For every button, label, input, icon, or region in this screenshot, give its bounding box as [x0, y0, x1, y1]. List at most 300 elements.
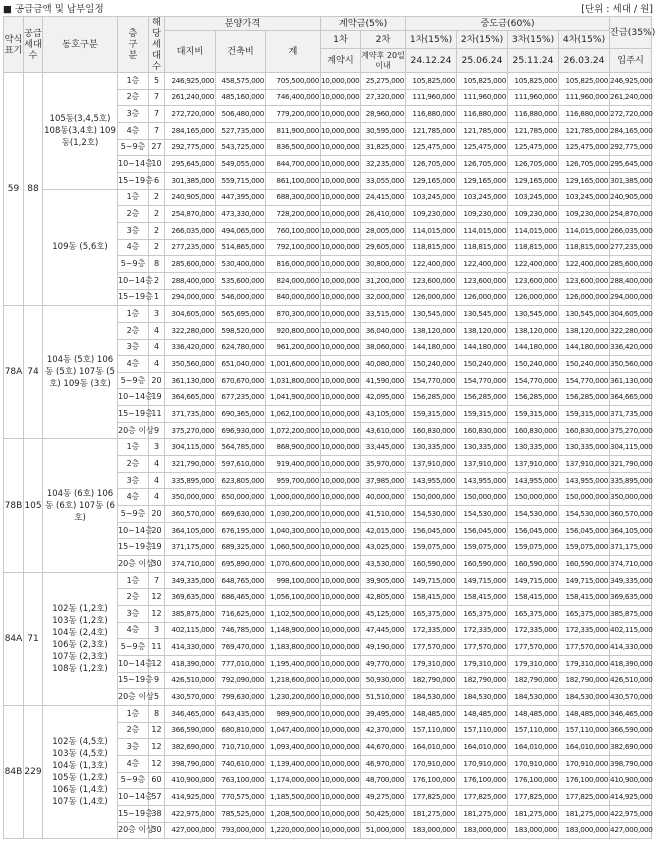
contract-1-cell: 10,000,000 [321, 472, 361, 489]
middle-4-cell: 181,275,000 [559, 805, 610, 822]
contract-1-cell: 10,000,000 [321, 456, 361, 473]
middle-3-cell: 164,010,000 [508, 739, 559, 756]
supply-cell: 74 [24, 306, 43, 439]
total-price-cell: 1,030,200,000 [266, 506, 321, 523]
build-price-cell: 559,715,000 [216, 172, 266, 189]
build-price-cell: 530,400,000 [216, 256, 266, 273]
contract-1-cell: 10,000,000 [321, 556, 361, 573]
type-cell: 78A [4, 306, 24, 439]
units-cell: 20 [149, 372, 165, 389]
contract-1-cell: 10,000,000 [321, 73, 361, 90]
floor-cell: 20층 이상 [118, 689, 149, 706]
land-price-cell: 277,235,000 [165, 239, 216, 256]
total-price-cell: 840,000,000 [266, 289, 321, 306]
contract-2-cell: 40,080,000 [361, 356, 406, 373]
units-cell: 60 [149, 772, 165, 789]
top-bar [0, 0, 657, 16]
type-cell: 59 [4, 73, 24, 306]
units-cell: 3 [149, 622, 165, 639]
middle-2-cell: 160,590,000 [457, 556, 508, 573]
balance-cell: 371,175,000 [610, 539, 652, 556]
middle-4-cell: 126,000,000 [559, 289, 610, 306]
land-price-cell: 375,270,000 [165, 422, 216, 439]
middle-2-cell: 103,245,000 [457, 189, 508, 206]
land-price-cell: 349,335,000 [165, 572, 216, 589]
land-price-cell: 272,720,000 [165, 106, 216, 123]
middle-3-cell: 172,335,000 [508, 622, 559, 639]
balance-cell: 402,115,000 [610, 622, 652, 639]
land-price-cell: 292,775,000 [165, 139, 216, 156]
middle-3-cell: 150,000,000 [508, 489, 559, 506]
contract-2-cell: 37,985,000 [361, 472, 406, 489]
middle-3-cell: 111,960,000 [508, 89, 559, 106]
middle-2-cell: 138,120,000 [457, 322, 508, 339]
middle-2-cell: 165,375,000 [457, 606, 508, 623]
middle-4-cell: 121,785,000 [559, 122, 610, 139]
contract-2-cell: 39,495,000 [361, 705, 406, 722]
contract-2-cell: 42,370,000 [361, 722, 406, 739]
contract-2-cell: 32,000,000 [361, 289, 406, 306]
middle-3-cell: 159,315,000 [508, 406, 559, 423]
middle-1-cell: 165,375,000 [406, 606, 457, 623]
middle-3-cell: 148,485,000 [508, 705, 559, 722]
units-cell: 7 [149, 572, 165, 589]
build-price-cell: 597,610,000 [216, 456, 266, 473]
build-price-cell: 710,710,000 [216, 739, 266, 756]
balance-cell: 350,000,000 [610, 489, 652, 506]
units-cell: 12 [149, 739, 165, 756]
balance-cell: 292,775,000 [610, 139, 652, 156]
balance-cell: 335,895,000 [610, 472, 652, 489]
contract-2-cell: 46,970,000 [361, 755, 406, 772]
middle-1-cell: 118,815,000 [406, 239, 457, 256]
total-price-cell: 1,041,900,000 [266, 389, 321, 406]
middle-1-cell: 121,785,000 [406, 122, 457, 139]
middle-1-cell: 160,590,000 [406, 556, 457, 573]
middle-1-cell: 114,015,000 [406, 222, 457, 239]
build-price-cell: 793,000,000 [216, 822, 266, 839]
build-price-cell: 689,325,000 [216, 539, 266, 556]
middle-3-cell: 170,910,000 [508, 755, 559, 772]
middle-1-cell: 122,400,000 [406, 256, 457, 273]
middle-1-cell: 159,075,000 [406, 539, 457, 556]
total-price-cell: 779,200,000 [266, 106, 321, 123]
build-price-cell: 746,785,000 [216, 622, 266, 639]
land-price-cell: 371,175,000 [165, 539, 216, 556]
floor-cell: 5~9층 [118, 372, 149, 389]
middle-2-cell: 149,715,000 [457, 572, 508, 589]
middle-1-cell: 149,715,000 [406, 572, 457, 589]
contract-2-cell: 28,960,000 [361, 106, 406, 123]
land-price-cell: 266,035,000 [165, 222, 216, 239]
total-price-cell: 705,500,000 [266, 73, 321, 90]
contract-1-cell: 10,000,000 [321, 306, 361, 323]
balance-cell: 414,925,000 [610, 789, 652, 806]
total-price-cell: 868,900,000 [266, 439, 321, 456]
header-c2-when: 계약후 20일 이내 [361, 49, 406, 73]
middle-3-cell: 130,335,000 [508, 439, 559, 456]
balance-cell: 361,130,000 [610, 372, 652, 389]
build-price-cell: 670,670,000 [216, 372, 266, 389]
balance-cell: 410,900,000 [610, 772, 652, 789]
middle-4-cell: 114,015,000 [559, 222, 610, 239]
units-cell: 4 [149, 339, 165, 356]
middle-1-cell: 157,110,000 [406, 722, 457, 739]
middle-4-cell: 130,545,000 [559, 306, 610, 323]
contract-1-cell: 10,000,000 [321, 406, 361, 423]
contract-1-cell: 10,000,000 [321, 172, 361, 189]
middle-4-cell: 137,910,000 [559, 456, 610, 473]
land-price-cell: 385,875,000 [165, 606, 216, 623]
build-price-cell: 696,930,000 [216, 422, 266, 439]
middle-1-cell: 116,880,000 [406, 106, 457, 123]
build-price-cell: 792,090,000 [216, 672, 266, 689]
building-cell: 104동 (5호) 106동 (5호) 107동 (5호) 109동 (3호) [43, 306, 118, 439]
header-units: 해당세대수 [149, 17, 165, 73]
middle-1-cell: 144,180,000 [406, 339, 457, 356]
middle-1-cell: 164,010,000 [406, 739, 457, 756]
build-price-cell: 777,010,000 [216, 655, 266, 672]
middle-3-cell: 137,910,000 [508, 456, 559, 473]
floor-cell: 10~14층 [118, 522, 149, 539]
building-cell: 102동 (4,5호) 103동 (4,5호) 104동 (1,3호) 105동 (1,2호) 106동 (1,4호) 107동 (1,4호) [43, 705, 118, 838]
header-balance: 잔금(35%) [610, 17, 652, 49]
land-price-cell: 346,465,000 [165, 705, 216, 722]
middle-1-cell: 143,955,000 [406, 472, 457, 489]
middle-2-cell: 179,310,000 [457, 655, 508, 672]
middle-3-cell: 182,790,000 [508, 672, 559, 689]
balance-cell: 430,570,000 [610, 689, 652, 706]
land-price-cell: 350,000,000 [165, 489, 216, 506]
middle-3-cell: 159,075,000 [508, 539, 559, 556]
contract-2-cell: 42,805,000 [361, 589, 406, 606]
middle-4-cell: 172,335,000 [559, 622, 610, 639]
build-price-cell: 716,625,000 [216, 606, 266, 623]
contract-1-cell: 10,000,000 [321, 422, 361, 439]
contract-2-cell: 27,320,000 [361, 89, 406, 106]
units-cell: 2 [149, 189, 165, 206]
land-price-cell: 366,590,000 [165, 722, 216, 739]
build-price-cell: 799,630,000 [216, 689, 266, 706]
land-price-cell: 422,975,000 [165, 805, 216, 822]
header-m1-date: 24.12.24 [406, 49, 457, 73]
contract-1-cell: 10,000,000 [321, 222, 361, 239]
units-cell: 7 [149, 122, 165, 139]
middle-1-cell: 183,000,000 [406, 822, 457, 839]
contract-1-cell: 10,000,000 [321, 805, 361, 822]
middle-2-cell: 118,815,000 [457, 239, 508, 256]
floor-cell: 5~9층 [118, 139, 149, 156]
units-cell: 2 [149, 272, 165, 289]
units-cell: 30 [149, 822, 165, 839]
middle-4-cell: 138,120,000 [559, 322, 610, 339]
middle-1-cell: 159,315,000 [406, 406, 457, 423]
header-m2: 2차(15%) [457, 31, 508, 49]
middle-3-cell: 125,475,000 [508, 139, 559, 156]
floor-cell: 15~19층 [118, 672, 149, 689]
floor-cell: 1층 [118, 572, 149, 589]
floor-cell: 4층 [118, 122, 149, 139]
units-cell: 4 [149, 456, 165, 473]
units-cell: 12 [149, 722, 165, 739]
land-price-cell: 430,570,000 [165, 689, 216, 706]
contract-1-cell: 10,000,000 [321, 156, 361, 173]
floor-cell: 4층 [118, 755, 149, 772]
middle-2-cell: 116,880,000 [457, 106, 508, 123]
contract-2-cell: 43,610,000 [361, 422, 406, 439]
contract-2-cell: 36,040,000 [361, 322, 406, 339]
middle-2-cell: 114,015,000 [457, 222, 508, 239]
header-floor: 층구분 [118, 17, 149, 73]
middle-3-cell: 157,110,000 [508, 722, 559, 739]
middle-1-cell: 126,705,000 [406, 156, 457, 173]
units-cell: 3 [149, 306, 165, 323]
build-price-cell: 447,395,000 [216, 189, 266, 206]
contract-2-cell: 33,055,000 [361, 172, 406, 189]
balance-cell: 246,925,000 [610, 73, 652, 90]
floor-cell: 3층 [118, 222, 149, 239]
total-price-cell: 1,183,800,000 [266, 639, 321, 656]
units-cell: 11 [149, 406, 165, 423]
total-price-cell: 688,300,000 [266, 189, 321, 206]
units-cell: 5 [149, 689, 165, 706]
floor-cell: 20층 이상 [118, 822, 149, 839]
contract-2-cell: 49,190,000 [361, 639, 406, 656]
contract-1-cell: 10,000,000 [321, 122, 361, 139]
middle-2-cell: 129,165,000 [457, 172, 508, 189]
units-cell: 5 [149, 73, 165, 90]
middle-2-cell: 159,315,000 [457, 406, 508, 423]
middle-3-cell: 114,015,000 [508, 222, 559, 239]
middle-3-cell: 149,715,000 [508, 572, 559, 589]
middle-3-cell: 156,045,000 [508, 522, 559, 539]
table-row [4, 306, 652, 323]
floor-cell: 15~19층 [118, 406, 149, 423]
build-price-cell: 506,480,000 [216, 106, 266, 123]
table-row [4, 705, 652, 722]
middle-1-cell: 148,485,000 [406, 705, 457, 722]
units-cell: 4 [149, 322, 165, 339]
contract-1-cell: 10,000,000 [321, 106, 361, 123]
contract-2-cell: 35,970,000 [361, 456, 406, 473]
middle-3-cell: 165,375,000 [508, 606, 559, 623]
supply-cell: 88 [24, 73, 43, 306]
build-price-cell: 740,610,000 [216, 755, 266, 772]
contract-2-cell: 44,670,000 [361, 739, 406, 756]
contract-2-cell: 43,105,000 [361, 406, 406, 423]
middle-2-cell: 182,790,000 [457, 672, 508, 689]
middle-4-cell: 154,770,000 [559, 372, 610, 389]
total-price-cell: 811,900,000 [266, 122, 321, 139]
contract-1-cell: 10,000,000 [321, 539, 361, 556]
total-price-cell: 1,220,000,000 [266, 822, 321, 839]
middle-3-cell: 123,600,000 [508, 272, 559, 289]
contract-1-cell: 10,000,000 [321, 572, 361, 589]
middle-1-cell: 150,240,000 [406, 356, 457, 373]
balance-cell: 301,385,000 [610, 172, 652, 189]
build-price-cell: 643,435,000 [216, 705, 266, 722]
land-price-cell: 321,790,000 [165, 456, 216, 473]
middle-1-cell: 126,000,000 [406, 289, 457, 306]
middle-4-cell: 103,245,000 [559, 189, 610, 206]
balance-cell: 414,330,000 [610, 639, 652, 656]
balance-cell: 261,240,000 [610, 89, 652, 106]
contract-1-cell: 10,000,000 [321, 722, 361, 739]
middle-1-cell: 177,825,000 [406, 789, 457, 806]
units-cell: 19 [149, 539, 165, 556]
header-type: 약식표기 [4, 17, 24, 73]
contract-2-cell: 42,095,000 [361, 389, 406, 406]
middle-1-cell: 156,045,000 [406, 522, 457, 539]
middle-2-cell: 184,530,000 [457, 689, 508, 706]
middle-2-cell: 126,705,000 [457, 156, 508, 173]
contract-1-cell: 10,000,000 [321, 189, 361, 206]
floor-cell: 5~9층 [118, 256, 149, 273]
units-cell: 2 [149, 239, 165, 256]
units-cell: 4 [149, 356, 165, 373]
contract-2-cell: 50,425,000 [361, 805, 406, 822]
floor-cell: 1층 [118, 189, 149, 206]
land-price-cell: 410,900,000 [165, 772, 216, 789]
balance-cell: 350,560,000 [610, 356, 652, 373]
total-price-cell: 919,400,000 [266, 456, 321, 473]
header-balance-when: 입주시 [610, 49, 652, 73]
contract-1-cell: 10,000,000 [321, 356, 361, 373]
middle-4-cell: 111,960,000 [559, 89, 610, 106]
middle-1-cell: 105,825,000 [406, 73, 457, 90]
total-price-cell: 959,700,000 [266, 472, 321, 489]
middle-1-cell: 182,790,000 [406, 672, 457, 689]
build-price-cell: 624,780,000 [216, 339, 266, 356]
table-row [4, 73, 652, 90]
header-total: 계 [266, 31, 321, 73]
units-cell: 12 [149, 606, 165, 623]
middle-3-cell: 143,955,000 [508, 472, 559, 489]
floor-cell: 3층 [118, 739, 149, 756]
total-price-cell: 792,100,000 [266, 239, 321, 256]
build-price-cell: 623,805,000 [216, 472, 266, 489]
land-price-cell: 364,105,000 [165, 522, 216, 539]
middle-2-cell: 126,000,000 [457, 289, 508, 306]
build-price-cell: 676,195,000 [216, 522, 266, 539]
middle-3-cell: 176,100,000 [508, 772, 559, 789]
supply-cell: 71 [24, 572, 43, 705]
middle-3-cell: 129,165,000 [508, 172, 559, 189]
contract-1-cell: 10,000,000 [321, 672, 361, 689]
land-price-cell: 288,400,000 [165, 272, 216, 289]
floor-cell: 10~14층 [118, 156, 149, 173]
total-price-cell: 824,000,000 [266, 272, 321, 289]
total-price-cell: 961,200,000 [266, 339, 321, 356]
balance-cell: 254,870,000 [610, 206, 652, 223]
floor-cell: 1층 [118, 705, 149, 722]
balance-cell: 288,400,000 [610, 272, 652, 289]
units-cell: 9 [149, 422, 165, 439]
land-price-cell: 301,385,000 [165, 172, 216, 189]
floor-cell: 10~14층 [118, 272, 149, 289]
header-middle: 중도금(60%) [406, 17, 610, 31]
middle-1-cell: 170,910,000 [406, 755, 457, 772]
middle-4-cell: 154,530,000 [559, 506, 610, 523]
total-price-cell: 1,139,400,000 [266, 755, 321, 772]
supply-cell: 229 [24, 705, 43, 838]
balance-cell: 272,720,000 [610, 106, 652, 123]
floor-cell: 3층 [118, 106, 149, 123]
middle-2-cell: 172,335,000 [457, 622, 508, 639]
build-price-cell: 770,575,000 [216, 789, 266, 806]
build-price-cell: 677,235,000 [216, 389, 266, 406]
contract-2-cell: 47,445,000 [361, 622, 406, 639]
units-cell: 7 [149, 89, 165, 106]
floor-cell: 1층 [118, 439, 149, 456]
total-price-cell: 1,102,500,000 [266, 606, 321, 623]
middle-1-cell: 103,245,000 [406, 189, 457, 206]
middle-3-cell: 118,815,000 [508, 239, 559, 256]
middle-1-cell: 156,285,000 [406, 389, 457, 406]
contract-2-cell: 41,590,000 [361, 372, 406, 389]
units-cell: 12 [149, 589, 165, 606]
middle-4-cell: 158,415,000 [559, 589, 610, 606]
build-price-cell: 650,000,000 [216, 489, 266, 506]
middle-4-cell: 150,240,000 [559, 356, 610, 373]
total-price-cell: 1,056,100,000 [266, 589, 321, 606]
contract-1-cell: 10,000,000 [321, 606, 361, 623]
total-price-cell: 1,062,100,000 [266, 406, 321, 423]
balance-cell: 346,465,000 [610, 705, 652, 722]
middle-2-cell: 156,045,000 [457, 522, 508, 539]
building-cell: 102동 (1,2호) 103동 (1,2호) 104동 (2,4호) 106동 (2,3호) 107동 (2,3호) 108동 (1,2호) [43, 572, 118, 705]
floor-cell: 5~9층 [118, 772, 149, 789]
build-price-cell: 680,810,000 [216, 722, 266, 739]
header-contract: 계약금(5%) [321, 17, 406, 31]
middle-3-cell: 138,120,000 [508, 322, 559, 339]
contract-2-cell: 43,530,000 [361, 556, 406, 573]
middle-3-cell: 179,310,000 [508, 655, 559, 672]
land-price-cell: 285,600,000 [165, 256, 216, 273]
land-price-cell: 322,280,000 [165, 322, 216, 339]
total-price-cell: 1,040,300,000 [266, 522, 321, 539]
floor-cell: 3층 [118, 606, 149, 623]
build-price-cell: 473,330,000 [216, 206, 266, 223]
units-cell: 9 [149, 672, 165, 689]
units-cell: 12 [149, 755, 165, 772]
contract-1-cell: 10,000,000 [321, 739, 361, 756]
middle-3-cell: 126,000,000 [508, 289, 559, 306]
floor-cell: 2층 [118, 206, 149, 223]
total-price-cell: 1,148,900,000 [266, 622, 321, 639]
middle-1-cell: 181,275,000 [406, 805, 457, 822]
build-price-cell: 494,065,000 [216, 222, 266, 239]
total-price-cell: 1,093,400,000 [266, 739, 321, 756]
contract-1-cell: 10,000,000 [321, 139, 361, 156]
middle-4-cell: 156,285,000 [559, 389, 610, 406]
middle-2-cell: 154,530,000 [457, 506, 508, 523]
table-row [4, 439, 652, 456]
total-price-cell: 1,072,200,000 [266, 422, 321, 439]
middle-3-cell: 158,415,000 [508, 589, 559, 606]
contract-2-cell: 38,060,000 [361, 339, 406, 356]
balance-cell: 426,510,000 [610, 672, 652, 689]
middle-1-cell: 138,120,000 [406, 322, 457, 339]
balance-cell: 277,235,000 [610, 239, 652, 256]
middle-3-cell: 109,230,000 [508, 206, 559, 223]
middle-4-cell: 122,400,000 [559, 256, 610, 273]
middle-2-cell: 122,400,000 [457, 256, 508, 273]
land-price-cell: 304,605,000 [165, 306, 216, 323]
header-building: 동호구분 [43, 17, 118, 73]
middle-1-cell: 129,165,000 [406, 172, 457, 189]
middle-2-cell: 144,180,000 [457, 339, 508, 356]
